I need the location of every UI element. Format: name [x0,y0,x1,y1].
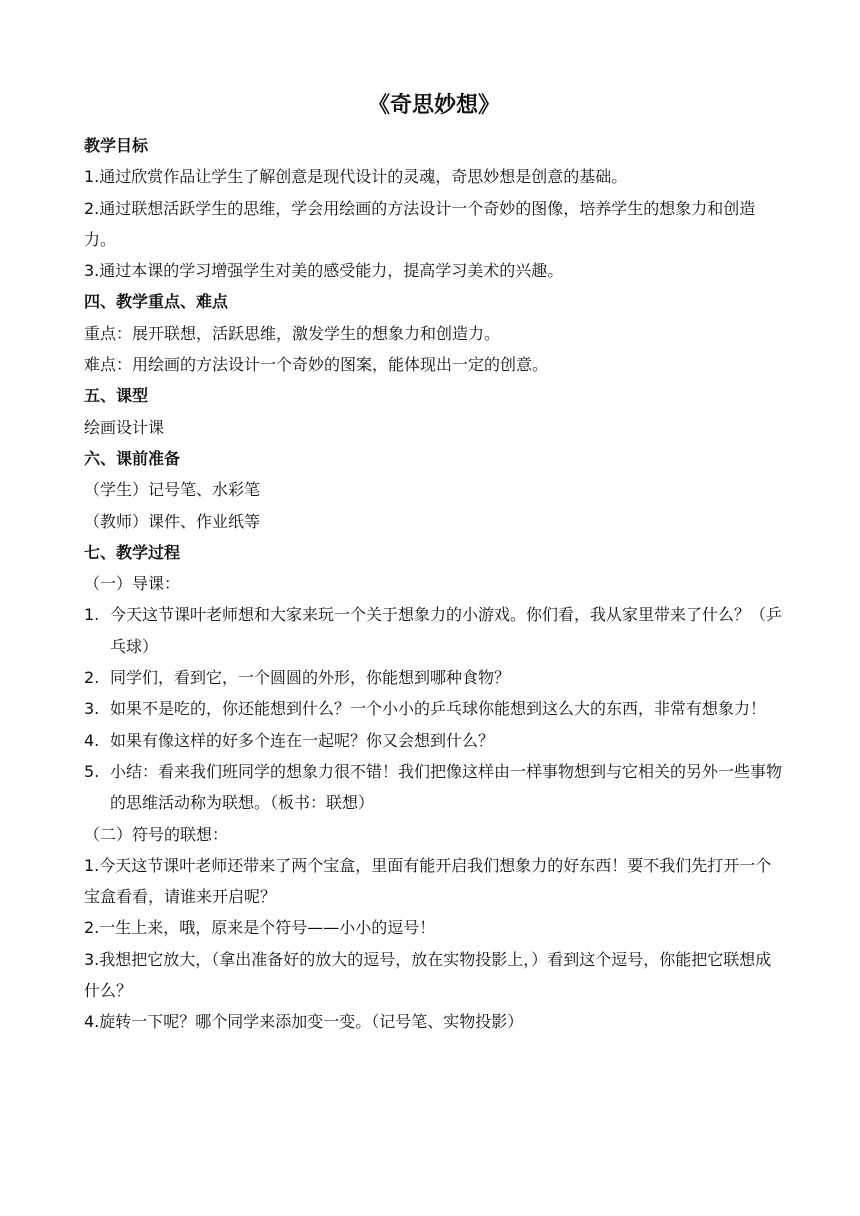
symbol-list-item: 4.旋转一下呢？哪个同学来添加变一变。（记号笔、实物投影） [84,1012,524,1032]
list-number: 1. [84,605,100,625]
subsection-heading-intro: （一）导课： [84,574,181,594]
intro-list-item [84,725,784,756]
list-text: 今天这节课叶老师想和大家来玩一个关于想象力的小游戏。你们看，我从家里带来了什么？（乒乓球） [110,605,783,656]
objective-item: 3.通过本课的学习增强学生对美的感受能力，提高学习美术的兴趣。 [84,261,564,281]
section-heading-objectives: 教学目标 [84,136,149,155]
symbol-list-item: 2.一生上来，哦，原来是个符号——小小的逗号！ [84,918,436,938]
list-text: 小结：看来我们班同学的想象力很不错！我们把像这样由一样事物想到与它相关的另外一些事物的思维活动称为联想。（板书：联想） [110,761,783,813]
key-point-difficulty: 难点：用绘画的方法设计一个奇妙的图案，能体现出一定的创意。 [84,355,549,375]
list-text: 如果有像这样的好多个连在一起呢？你又会想到什么？ [110,730,495,750]
page-title: 《奇思妙想》 [367,93,500,118]
list-number: 2. [84,668,100,688]
section-heading-lesson-type: 五、课型 [84,386,149,406]
subsection-heading-symbol: （二）符号的联想： [84,824,229,844]
section-heading-process: 七、教学过程 [84,542,181,562]
intro-list-item [84,693,784,724]
objective-item: 2.通过联想活跃学生的思维，学会用绘画的方法设计一个奇妙的图像，培养学生的想象力和创造力。 [84,198,756,249]
document-body [84,88,784,1038]
list-number: 5. [84,761,100,781]
intro-list-item [84,756,784,819]
preparation-teacher: （教师）课件、作业纸等 [84,511,261,531]
list-number: 4. [84,730,100,750]
key-point-focus: 重点：展开联想，活跃思维，激发学生的想象力和创造力。 [84,323,501,343]
section-heading-key-points: 四、教学重点、难点 [84,292,229,312]
intro-list-item [84,662,784,693]
symbol-list-item: 1.今天这节课叶老师还带来了两个宝盒，里面有能开启我们想象力的好东西！要不我们先打开一个宝盒看看，请谁来开启呢？ [84,855,772,907]
list-text: 如果不是吃的，你还能想到什么？一个小小的乒乓球你能想到这么大的东西，非常有想象力！ [110,699,767,719]
list-text: 同学们，看到它，一个圆圆的外形，你能想到哪种食物？ [110,668,511,688]
section-heading-preparation: 六、课前准备 [84,448,181,468]
intro-list-item [84,599,784,662]
objective-item: 1.通过欣赏作品让学生了解创意是现代设计的灵魂，奇思妙想是创意的基础。 [84,167,628,187]
symbol-list-item: 3.我想把它放大，（拿出准备好的放大的逗号，放在实物投影上，）看到这个逗号，你能把它联想成什么？ [84,949,772,1001]
lesson-type-value: 绘画设计课 [84,417,165,437]
list-number: 3. [84,699,100,719]
preparation-student: （学生）记号笔、水彩笔 [84,480,261,500]
